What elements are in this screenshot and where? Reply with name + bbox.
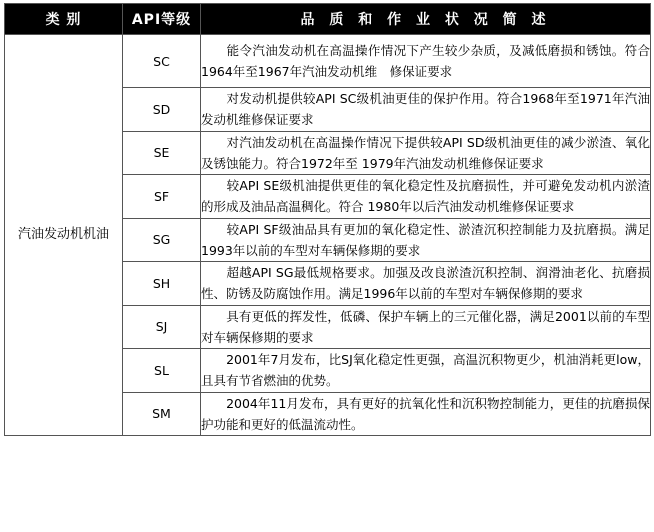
api-grade-cell: SD	[123, 88, 201, 132]
description-cell: 2001年7月发布，比SJ氧化稳定性更强，高温沉积物更少，机油消耗更low，且具有节省燃油的优势。	[201, 349, 651, 393]
description-cell: 对汽油发动机在高温操作情况下提供较API SD级机油更佳的减少淤渣、氧化及锈蚀能力。符合1972年至 1979年汽油发动机维修保证要求	[201, 131, 651, 175]
description-cell: 2004年11月发布，具有更好的抗氧化性和沉积物控制能力，更佳的抗磨损保护功能和更好的低温流动性。	[201, 392, 651, 436]
description-cell: 较API SE级机油提供更佳的氧化稳定性及抗磨损性，并可避免发动机内淤渣的形成及油品高温稠化。符合 1980年以后汽油发动机维修保证要求	[201, 175, 651, 219]
table-row	[5, 35, 651, 88]
api-grade-cell: SE	[123, 131, 201, 175]
oil-grade-table	[4, 3, 651, 436]
description-cell: 具有更低的挥发性，低磷、保护车辆上的三元催化器，满足2001以前的车型对车辆保修期的要求	[201, 305, 651, 349]
description-cell: 较API SF级油品具有更加的氧化稳定性、淤渣沉积控制能力及抗磨损。满足1993年以前的车型对车辆保修期的要求	[201, 218, 651, 262]
api-grade-cell: SG	[123, 218, 201, 262]
api-grade-cell: SJ	[123, 305, 201, 349]
description-cell: 超越API SG最低规格要求。加强及改良淤渣沉积控制、润滑油老化、抗磨损性、防锈及防腐蚀作用。满足1996年以前的车型对车辆保修期的要求	[201, 262, 651, 306]
header-row	[5, 4, 651, 35]
category-cell: 汽油发动机机油	[5, 35, 123, 436]
api-grade-cell: SF	[123, 175, 201, 219]
spec-table-container	[4, 3, 650, 436]
api-grade-cell: SC	[123, 35, 201, 88]
header-api-grade: API等级	[123, 4, 201, 35]
header-category: 类 别	[5, 4, 123, 35]
table-header	[5, 4, 651, 35]
api-grade-cell: SH	[123, 262, 201, 306]
description-cell: 对发动机提供较API SC级机油更佳的保护作用。符合1968年至1971年汽油发动机维修保证要求	[201, 88, 651, 132]
api-grade-cell: SL	[123, 349, 201, 393]
api-grade-cell: SM	[123, 392, 201, 436]
header-description: 品 质 和 作 业 状 况 简 述	[201, 4, 651, 35]
table-body	[5, 35, 651, 436]
description-cell: 能令汽油发动机在高温操作情况下产生较少杂质，及减低磨损和锈蚀。符合1964年至1967年汽油发动机维 修保证要求	[201, 35, 651, 88]
